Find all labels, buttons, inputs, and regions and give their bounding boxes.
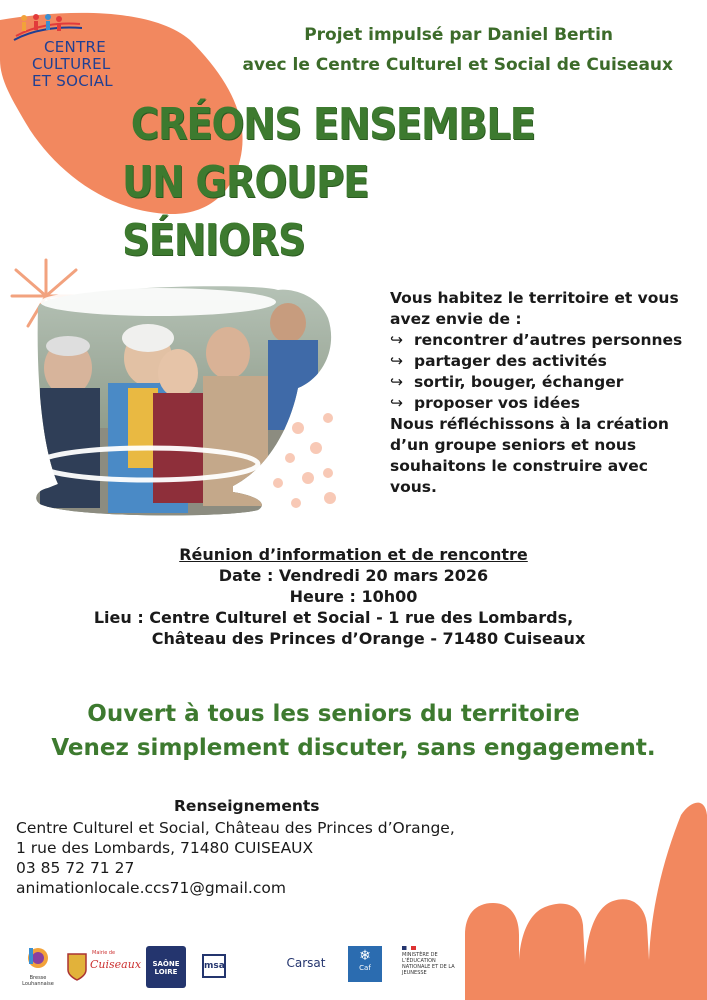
logo-line-2: CULTUREL: [32, 55, 111, 73]
list-item-text: rencontrer d’autres personnes: [414, 331, 683, 349]
coat-of-arms-icon: [66, 950, 88, 982]
centre-culturel-logo: [8, 12, 120, 96]
logo-line-3: ET SOCIAL: [32, 72, 113, 90]
title-line-2: UN GROUPE SÉNIORS: [122, 157, 369, 266]
flag-icon: [402, 946, 416, 950]
intro-lead: Vous habitez le territoire et vous avez envie de :: [390, 289, 679, 328]
contact-email[interactable]: animationlocale.ccs71@gmail.com: [16, 879, 286, 897]
contact-phone: 03 85 72 71 27: [16, 859, 135, 877]
meeting-details: [0, 544, 707, 649]
contact-block: [16, 796, 455, 898]
wish-list: [390, 330, 690, 414]
ministere-logo: [402, 946, 458, 988]
partner-logos: [18, 946, 458, 992]
open-line-2: Venez simplement discuter, sans engagement.: [51, 735, 656, 761]
contact-address-2: 1 rue des Lombards, 71480 CUISEAUX: [16, 839, 314, 857]
cuiseaux-logo: [66, 946, 142, 988]
caf-label: Caf: [359, 964, 371, 972]
bresse-icon: [26, 946, 50, 972]
curved-arrow-icon: ↪: [390, 331, 403, 349]
meeting-place-2: Château des Princes d’Orange - 71480 Cuiseaux: [151, 629, 586, 648]
list-item-text: partager des activités: [414, 352, 607, 370]
msa-label: msa: [202, 954, 226, 978]
intro-closing: Nous réfléchissons à la création d’un groupe seniors et nous souhaitons le construire avec vous.: [390, 415, 669, 496]
list-item-text: sortir, bouger, échanger: [414, 373, 624, 391]
saone-label: SAÔNE: [152, 960, 180, 968]
bresse-logo: [18, 946, 58, 988]
project-credit: [242, 20, 673, 80]
contact-address-1: Centre Culturel et Social, Château des Princes d’Orange,: [16, 819, 455, 837]
carsat-label: Carsat: [286, 956, 326, 970]
curved-arrow-icon: ↪: [390, 352, 403, 370]
seniors-photo-cup: [28, 278, 348, 518]
cuiseaux-label: Cuiseaux: [90, 958, 142, 971]
meeting-date: Date : Vendredi 20 mars 2026: [218, 566, 489, 585]
meeting-time: Heure : 10h00: [289, 587, 418, 606]
title-line-1: CRÉONS ENSEMBLE: [130, 99, 535, 150]
loire-label: LOIRE: [154, 968, 178, 976]
ministere-label: MINISTÈRE DE L’ÉDUCATION NATIONALE ET DE LA JEUNESSE: [402, 952, 455, 976]
curved-arrow-icon: ↪: [390, 373, 403, 391]
caf-logo: [348, 946, 382, 982]
list-item: [390, 330, 690, 351]
open-line-1: Ouvert à tous les seniors du territoire: [87, 701, 580, 727]
meeting-heading: Réunion d’information et de rencontre: [179, 545, 528, 564]
project-line-1: Projet impulsé par Daniel Bertin: [304, 25, 613, 45]
mairie-label: Mairie de: [92, 950, 116, 956]
orange-bottom-shape: [455, 795, 707, 1000]
snowflake-icon: ❄: [359, 948, 371, 964]
list-item-text: proposer vos idées: [414, 394, 580, 412]
saone-loire-logo: [146, 946, 186, 988]
list-item: [390, 372, 690, 393]
intro-block: [390, 288, 690, 498]
msa-logo: [202, 954, 250, 996]
list-item: [390, 351, 690, 372]
contact-heading: Renseignements: [174, 797, 320, 815]
bresse-label: Bresse Louhannaise: [22, 975, 54, 987]
main-title: [122, 96, 536, 270]
curved-arrow-icon: ↪: [390, 394, 403, 412]
list-item: [390, 393, 690, 414]
project-line-2: avec le Centre Culturel et Social de Cuiseaux: [242, 55, 673, 75]
logo-line-1: CENTRE: [44, 38, 107, 56]
meeting-place-1: Lieu : Centre Culturel et Social - 1 rue des Lombards,: [93, 608, 574, 627]
open-invitation: [0, 697, 707, 765]
carsat-logo: [280, 956, 332, 998]
